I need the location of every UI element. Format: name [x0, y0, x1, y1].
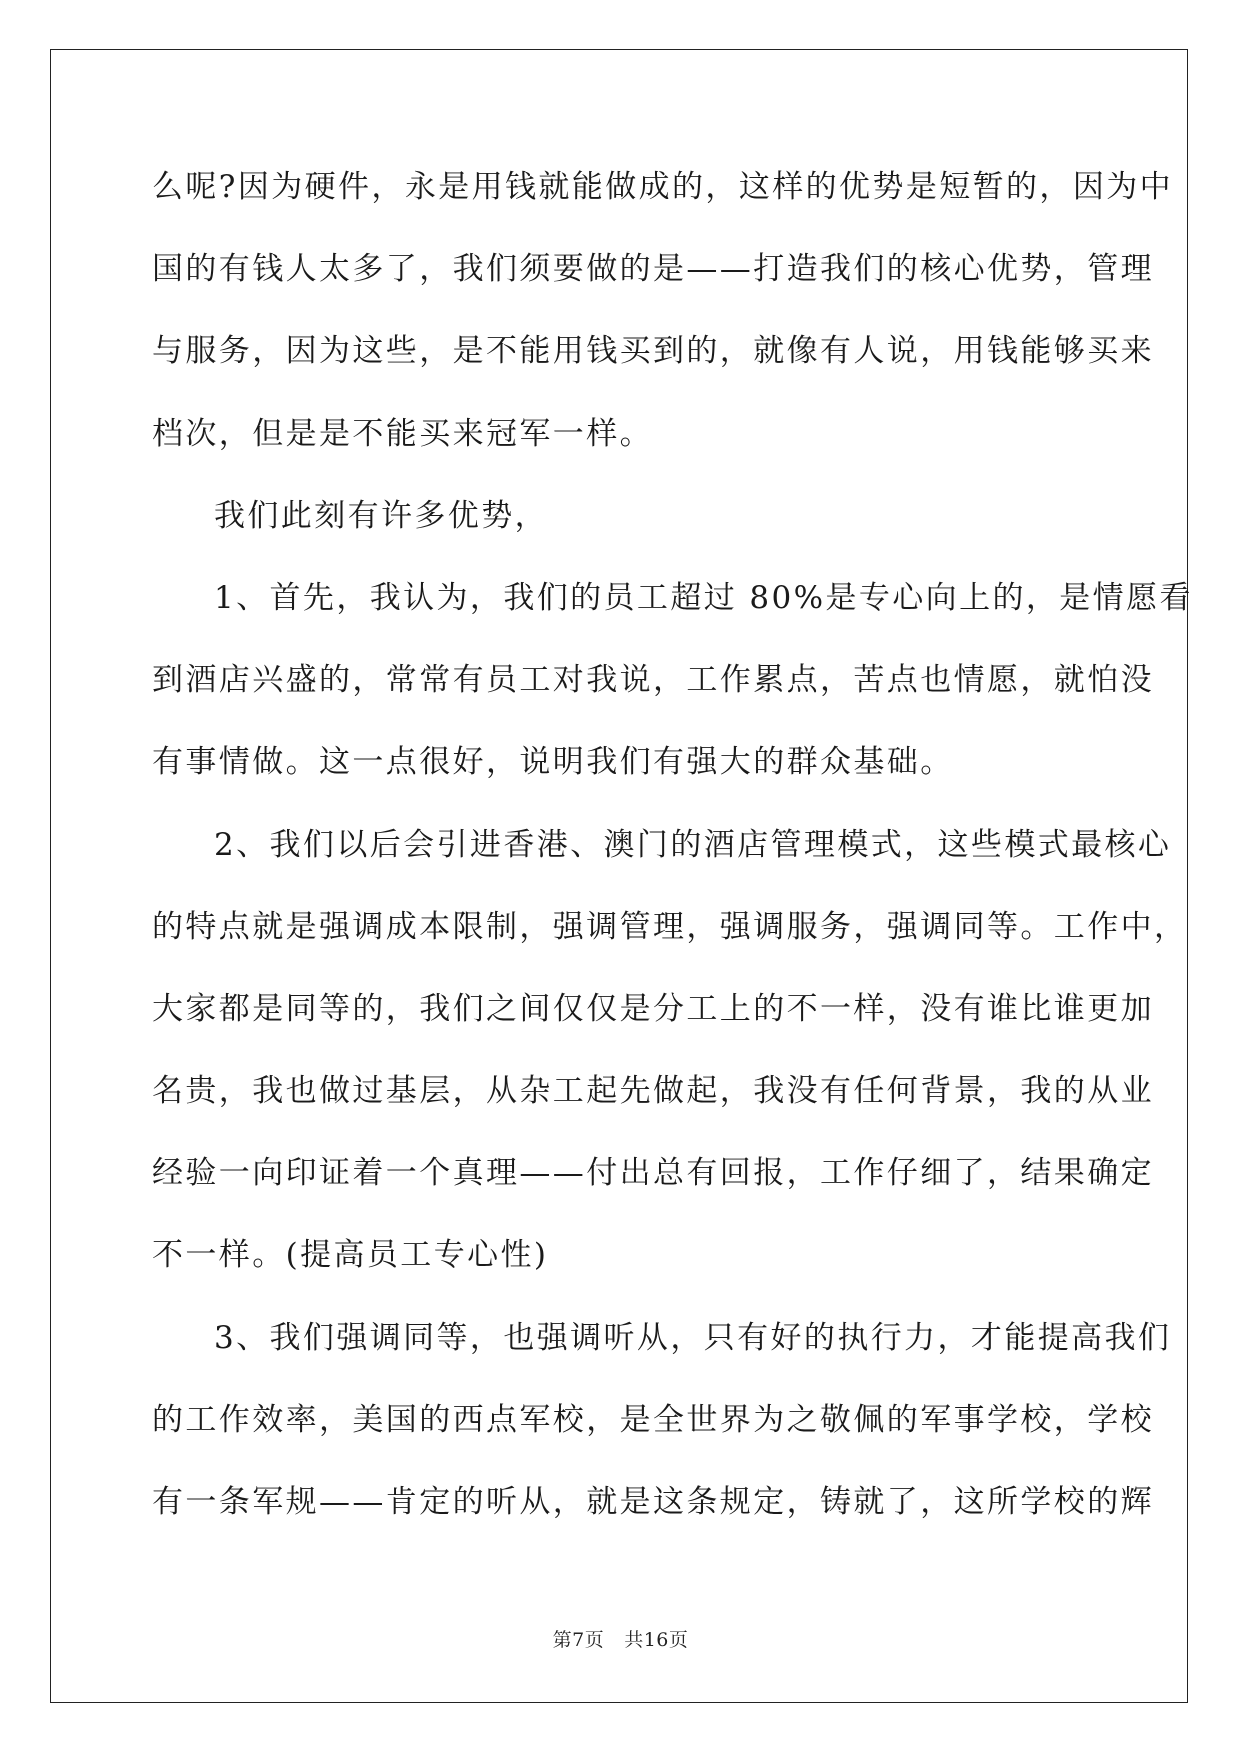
text-line: 我们此刻有许多优势，: [214, 497, 548, 534]
text-line: 与服务，因为这些，是不能用钱买到的，就像有人说，用钱能够买来: [152, 333, 1154, 370]
text-line: 的工作效率，美国的西点军校，是全世界为之敬佩的军事学校，学校: [152, 1401, 1154, 1438]
text-line: 有一条军规——肯定的听从，就是这条规定，铸就了，这所学校的辉: [152, 1484, 1154, 1520]
text-line: 名贵，我也做过基层，从杂工起先做起，我没有任何背景，我的从业: [152, 1073, 1154, 1110]
text-line: 档次，但是是不能买来冠军一样。: [152, 415, 653, 452]
text-line: 经验一向印证着一个真理——付出总有回报，工作仔细了，结果确定: [152, 1155, 1154, 1192]
page-number: 第7页: [552, 1629, 605, 1651]
text-line: 么呢?因为硬件，永是用钱就能做成的，这样的优势是短暂的，因为中: [152, 169, 1174, 205]
text-line: 1、首先，我认为，我们的员工超过 80%是专心向上的，是情愿看: [214, 579, 1193, 616]
text-line: 国的有钱人太多了，我们须要做的是——打造我们的核心优势，管理: [152, 251, 1154, 288]
document-body: [152, 161, 1193, 1558]
text-line: 3、我们强调同等，也强调听从，只有好的执行力，才能提高我们: [214, 1319, 1172, 1356]
text-line: 的特点就是强调成本限制，强调管理，强调服务，强调同等。工作中，: [152, 908, 1188, 945]
text-line: 2、我们以后会引进香港、澳门的酒店管理模式，这些模式最核心: [214, 826, 1172, 863]
text-line: 有事情做。这一点很好，说明我们有强大的群众基础。: [152, 744, 954, 781]
page-footer: [0, 1625, 1241, 1652]
page-total: 共16页: [624, 1629, 689, 1651]
text-line: 到酒店兴盛的，常常有员工对我说，工作累点，苦点也情愿，就怕没: [152, 662, 1154, 699]
text-line: 大家都是同等的，我们之间仅仅是分工上的不一样，没有谁比谁更加: [152, 990, 1154, 1027]
text-line: 不一样。(提高员工专心性): [152, 1237, 549, 1274]
